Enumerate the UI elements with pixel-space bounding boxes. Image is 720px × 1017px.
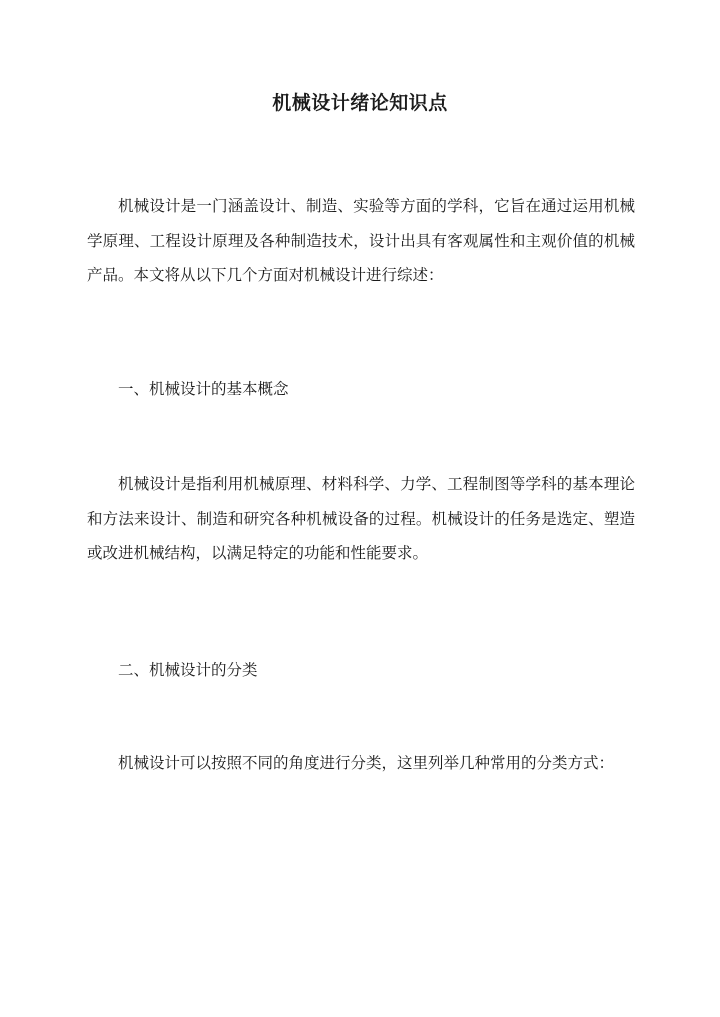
section-heading-basic-concepts: 一、机械设计的基本概念 bbox=[118, 380, 289, 398]
section-heading-classification: 二、机械设计的分类 bbox=[118, 661, 258, 679]
classification-paragraph: 机械设计可以按照不同的角度进行分类，这里列举几种常用的分类方式： bbox=[118, 754, 615, 772]
basic-concepts-paragraph: 机械设计是指利用机械原理、材料科学、力学、工程制图等学科的基本理论和方法来设计、制造和研究各种机械设备的过程。机械设计的任务是选定、塑造或改进机械结构，以满足特定的功能和性能要求。 bbox=[87, 475, 635, 562]
document-title: 机械设计绪论知识点 bbox=[272, 92, 448, 114]
intro-paragraph: 机械设计是一门涵盖设计、制造、实验等方面的学科，它旨在通过运用机械学原理、工程设计原理及各种制造技术，设计出具有客观属性和主观价值的机械产品。本文将从以下几个方面对机械设计进行综述： bbox=[87, 197, 635, 284]
